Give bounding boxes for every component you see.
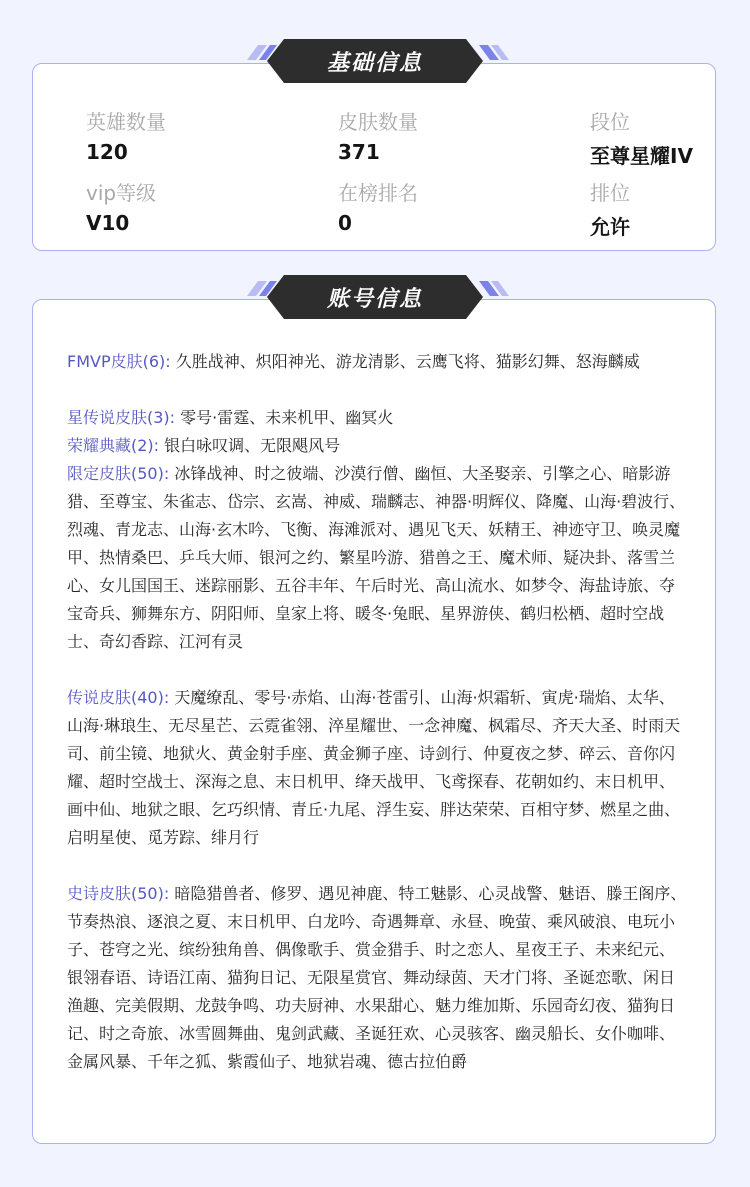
section-title: 账号信息 [326, 287, 423, 312]
basic-info-card [32, 63, 716, 251]
skin-section-limited [67, 460, 689, 656]
stat-label: vip等级 [86, 181, 157, 205]
skin-section-star-legend [67, 404, 689, 432]
stat-label: 排位 [590, 181, 630, 205]
skin-section-items: 暗隐猎兽者、修罗、遇见神鹿、特工魅影、心灵战警、魅语、滕王阁序、节奏热浪、逐浪之夏、末日机甲、白龙吟、奇遇舞章、永昼、晚萤、乘风破浪、电玩小子、苍穹之光、缤纷独角兽、偶像歌手、赏金猎手、时之恋人、星夜王子、未来纪元、银翎春语、诗语江南、猫狗日记、无限星赏官、舞动绿茵、天才门将、圣诞恋歌、闲日渔趣、完美假期、龙鼓争鸣、功夫厨神、水果甜心、魅力维加斯、乐园奇幻夜、猫狗日记、时之奇旅、冰雪圆舞曲、鬼剑武藏、圣诞狂欢、心灵骇客、幽灵船长、女仆咖啡、金属风暴、千年之狐、紫霞仙子、地狱岩魂、德古拉伯爵 [67, 884, 687, 1071]
skin-section-items: 冰锋战神、时之彼端、沙漠行僧、幽恒、大圣娶亲、引擎之心、暗影游猎、至尊宝、朱雀志、岱宗、玄嵩、神威、瑞麟志、神器·明辉仪、降魔、山海·碧波行、烈魂、青龙志、山海·玄木吟、飞衡、海滩派对、遇见飞天、妖精王、神迹守卫、唤灵魔甲、热情桑巴、乒乓大师、银河之约、繁星吟游、猎兽之王、魔术师、疑决卦、落雪兰心、女儿国国王、迷踪丽影、五谷丰年、午后时光、高山流水、如梦令、海盐诗旅、夺宝奇兵、狮舞东方、阴阳师、皇家上将、暖冬·兔眠、星界游侠、鹤归松栖、超时空战士、奇幻香踪、江河有灵 [67, 464, 686, 651]
skin-section-items: 天魔缭乱、零号·赤焰、山海·苍雷引、山海·炽霜斩、寅虎·瑞焰、太华、山海·琳琅生、无尽星芒、云霓雀翎、淬星耀世、一念神魔、枫霜尽、齐天大圣、时雨天司、前尘镜、地狱火、黄金射手座、黄金狮子座、诗剑行、仲夏夜之梦、碎云、音你闪耀、超时空战士、深海之息、末日机甲、绛天战甲、飞鸢探春、花朝如约、末日机甲、画中仙、地狱之眼、乞巧织情、青丘·九尾、浮生妄、胖达荣荣、百相守梦、燃星之曲、启明星使、觅芳踪、绯月行 [67, 688, 681, 847]
skin-section-epic [67, 880, 689, 1076]
skin-section-items: 零号·雷霆、未来机甲、幽冥火 [180, 408, 394, 427]
stat-label: 段位 [590, 110, 630, 134]
skin-section-title: 星传说皮肤(3): [67, 408, 176, 427]
stat-value: V10 [86, 211, 130, 235]
skin-section-title: 荣耀典藏(2): [67, 436, 160, 455]
skin-section-title: 传说皮肤(40): [67, 688, 170, 707]
stat-value: 允许 [590, 215, 630, 239]
skin-section-fmvp [67, 348, 689, 376]
stat-value: 371 [338, 140, 380, 164]
skin-section-legend [67, 684, 689, 852]
skin-section-title: 限定皮肤(50): [67, 464, 170, 483]
skin-section-items: 银白咏叹调、无限飓风号 [164, 436, 341, 455]
skin-section-items: 久胜战神、炽阳神光、游龙清影、云鹰飞将、猫影幻舞、怒海麟威 [175, 352, 640, 371]
stat-label: 英雄数量 [86, 110, 166, 134]
stat-value: 120 [86, 140, 128, 164]
stat-value: 至尊星耀IV [590, 144, 693, 168]
account-info-card [32, 299, 716, 1144]
skin-section-glory-collection [67, 432, 689, 460]
stat-label: 在榜排名 [338, 181, 418, 205]
skin-section-title: FMVP皮肤(6): [67, 352, 171, 371]
stat-value: 0 [338, 211, 352, 235]
stat-label: 皮肤数量 [338, 110, 418, 134]
skin-section-title: 史诗皮肤(50): [67, 884, 170, 903]
basic-info-header [0, 37, 750, 87]
section-title: 基础信息 [326, 51, 423, 76]
account-info-header [0, 273, 750, 323]
